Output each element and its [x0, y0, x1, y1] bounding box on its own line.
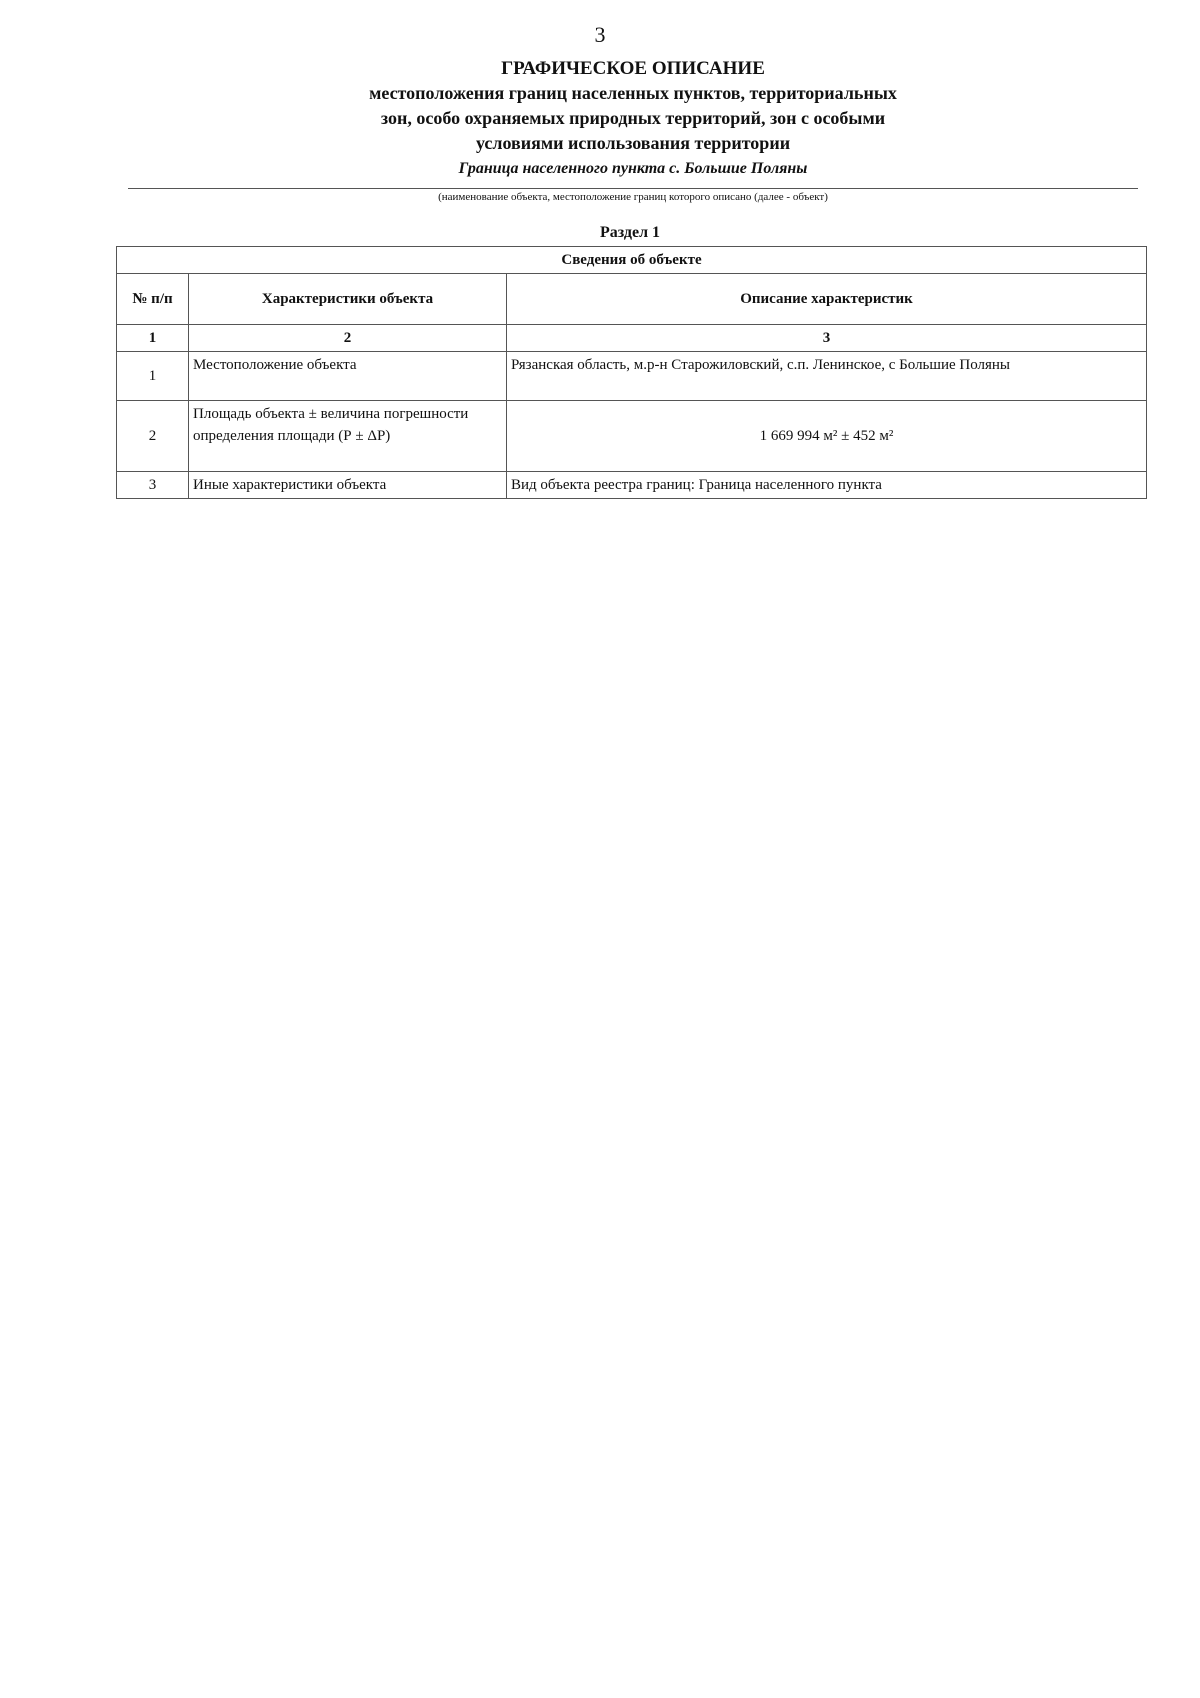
row-num: 2 — [117, 401, 189, 472]
object-info-table — [116, 246, 1147, 499]
object-name-underline — [128, 188, 1138, 189]
document-title: ГРАФИЧЕСКОЕ ОПИСАНИЕ — [501, 58, 765, 79]
header-num: № п/п — [117, 274, 189, 325]
row-characteristic: Иные характеристики объекта — [189, 472, 507, 499]
row-characteristic: Площадь объекта ± величина погрешности определения площади (Р ± ΔР) — [189, 401, 507, 472]
table-row — [117, 401, 1147, 472]
row-num: 3 — [117, 472, 189, 499]
object-name-caption: (наименование объекта, местоположение границ которого описано (далее - объект) — [438, 191, 828, 203]
table-row — [117, 352, 1147, 401]
row-characteristic: Местоположение объекта — [189, 352, 507, 401]
table-caption-row — [117, 247, 1147, 274]
row-description: Рязанская область, м.р-н Старожиловский, с.п. Ленинское, с Большие Поляны — [507, 352, 1147, 401]
object-name: Граница населенного пункта с. Большие Поляны — [458, 160, 808, 177]
title-subline-3: условиями использования территории — [475, 133, 791, 153]
table-caption: Сведения об объекте — [117, 247, 1147, 274]
table-header-row — [117, 274, 1147, 325]
column-index-row — [117, 325, 1147, 352]
header-description: Описание характеристик — [507, 274, 1147, 325]
column-index-3: 3 — [507, 325, 1147, 352]
title-subline-2: зон, особо охраняемых природных территорий, зон с особыми — [380, 108, 886, 128]
column-index-2: 2 — [189, 325, 507, 352]
row-description: Вид объекта реестра границ: Граница населенного пункта — [507, 472, 1147, 499]
title-subline-1: местоположения границ населенных пунктов, территориальных — [369, 83, 897, 103]
row-description: 1 669 994 м² ± 452 м² — [507, 401, 1147, 472]
page-number: 3 — [594, 22, 606, 47]
title-block — [128, 56, 1138, 181]
table-row — [117, 472, 1147, 499]
row-num: 1 — [117, 352, 189, 401]
section-label: Раздел 1 — [599, 224, 661, 241]
header-characteristic: Характеристики объекта — [189, 274, 507, 325]
column-index-1: 1 — [117, 325, 189, 352]
